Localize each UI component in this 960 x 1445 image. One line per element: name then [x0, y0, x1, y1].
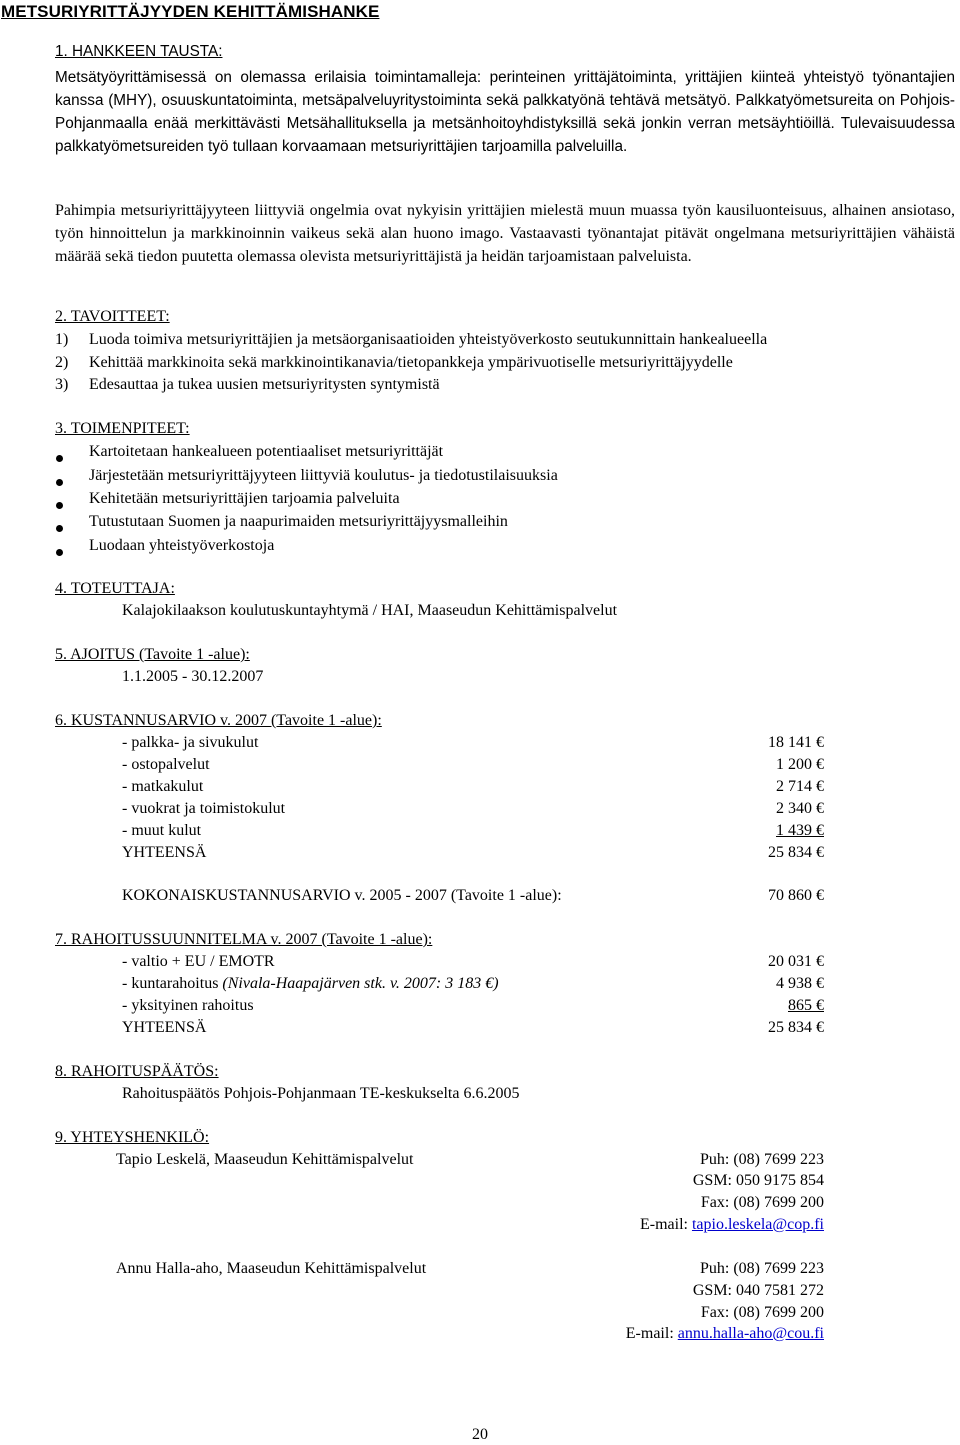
funding-label-text: - kuntarahoitus — [122, 975, 223, 992]
section-3-heading: 3. TOIMENPITEET: — [55, 420, 190, 437]
contact-email-row — [626, 1325, 824, 1343]
funding-label: - valtio + EU / EMOTR — [122, 953, 275, 970]
cost-total-label: YHTEENSÄ — [122, 844, 207, 861]
action-item: Tutustutaan Suomen ja naapurimaiden metsuriyrittäjyysmalleihin — [89, 513, 508, 530]
bullet-icon — [56, 519, 63, 537]
section-1-paragraph-1: Metsätyöyrittämisessä on olemassa erilaisia toimintamalleja: perinteinen yrittäjätoiminta, yrittäjien kiinteä yhteistyö työnantajien kanssa (MHY), osuuskuntatoiminta, metsäpalveluyritystoiminta sekä palkkatyönä tehtävä metsätyö. Palkkatyömetsureita on Pohjois-Pohjanmaalla enää merkittävästi Metsähallituksella ja metsänhoitoyhdistyksillä sekä jonkin verran metsäyhtiöillä. Tulevaisuudessa palkkatyömetsureiden työ tullaan korvaamaan metsuriyrittäjien tarjoamilla palveluilla. — [55, 69, 955, 155]
section-1-heading: 1. HANKKEEN TAUSTA: — [55, 43, 223, 60]
contact-gsm: GSM: 050 9175 854 — [692, 1172, 824, 1189]
funding-amount: 865 € — [788, 997, 824, 1014]
funding-note: (Nivala-Haapajärven stk. v. 2007: 3 183 €) — [222, 975, 499, 992]
goal-number: 3) — [55, 376, 69, 393]
cost-amount: 1 200 € — [776, 756, 824, 773]
cost-amount: 1 439 € — [776, 822, 824, 839]
funding-total-label: YHTEENSÄ — [122, 1019, 207, 1036]
contact-fax: Fax: (08) 7699 200 — [700, 1194, 824, 1211]
schedule: 1.1.2005 - 30.12.2007 — [122, 668, 264, 685]
funding-amount: 20 031 € — [768, 953, 824, 970]
contact-fax: Fax: (08) 7699 200 — [700, 1304, 824, 1321]
page-number: 20 — [472, 1426, 488, 1443]
bullet-icon — [56, 543, 63, 561]
action-item: Kehitetään metsuriyrittäjien tarjoamia palveluita — [89, 490, 400, 507]
goal-text: Kehittää markkinoita sekä markkinointikanavia/tietopankkeja ympärivuotiselle metsuriyrittäjyydelle — [89, 354, 733, 371]
cost-amount: 2 340 € — [776, 800, 824, 817]
contact-gsm: GSM: 040 7581 272 — [692, 1282, 824, 1299]
section-6-heading: 6. KUSTANNUSARVIO v. 2007 (Tavoite 1 -alue): — [55, 712, 382, 729]
action-item: Kartoitetaan hankealueen potentiaaliset metsuriyrittäjät — [89, 443, 444, 460]
email-link[interactable]: annu.halla-aho@cou.fi — [677, 1325, 824, 1342]
cost-label: - ostopalvelut — [122, 756, 210, 773]
implementer: Kalajokilaakson koulutuskuntayhtymä / HAI, Maaseudun Kehittämispalvelut — [122, 602, 618, 619]
action-item: Luodaan yhteistyöverkostoja — [89, 537, 275, 554]
cost-amount: 2 714 € — [776, 778, 824, 795]
cost-amount: 18 141 € — [768, 734, 824, 751]
goal-text: Edesauttaa ja tukea uusien metsuriyritysten syntymistä — [89, 376, 440, 393]
funding-total-amount: 25 834 € — [768, 1019, 824, 1036]
funding-label: - yksityinen rahoitus — [122, 997, 254, 1014]
section-2-heading: 2. TAVOITTEET: — [55, 308, 170, 325]
funding-amount: 4 938 € — [776, 975, 824, 992]
cost-label: - matkakulut — [122, 778, 204, 795]
funding-decision: Rahoituspäätös Pohjois-Pohjanmaan TE-keskukselta 6.6.2005 — [122, 1085, 520, 1102]
contact-email-row — [640, 1216, 824, 1234]
section-7-heading: 7. RAHOITUSSUUNNITELMA v. 2007 (Tavoite 1 -alue): — [55, 931, 433, 948]
email-link[interactable]: tapio.leskela@cop.fi — [691, 1216, 824, 1233]
contact-name: Tapio Leskelä, Maaseudun Kehittämispalvelut — [116, 1151, 414, 1168]
overall-cost-label: KOKONAISKUSTANNUSARVIO v. 2005 - 2007 (Tavoite 1 -alue): — [122, 887, 562, 904]
section-4-heading: 4. TOTEUTTAJA: — [55, 580, 175, 597]
cost-label: - vuokrat ja toimistokulut — [122, 800, 286, 817]
document-title: METSURIYRITTÄJYYDEN KEHITTÄMISHANKE — [1, 2, 380, 21]
email-label: E-mail: — [625, 1325, 678, 1342]
goal-text: Luoda toimiva metsuriyrittäjien ja metsäorganisaatioiden yhteistyöverkosto seutukunnittain hankealueella — [89, 331, 768, 348]
funding-label — [122, 975, 499, 993]
goal-number: 1) — [55, 331, 69, 348]
section-5-heading: 5. AJOITUS (Tavoite 1 -alue): — [55, 646, 250, 663]
cost-label: - palkka- ja sivukulut — [122, 734, 259, 751]
bullet-icon — [56, 449, 63, 467]
goal-number: 2) — [55, 354, 69, 371]
action-item: Järjestetään metsuriyrittäjyyteen liittyviä koulutus- ja tiedotustilaisuuksia — [89, 467, 558, 484]
cost-label: - muut kulut — [122, 822, 202, 839]
bullet-icon — [56, 496, 63, 514]
contact-phone: Puh: (08) 7699 223 — [700, 1151, 824, 1168]
overall-cost-amount: 70 860 € — [768, 887, 824, 904]
section-9-heading: 9. YHTEYSHENKILÖ: — [55, 1129, 210, 1146]
contact-phone: Puh: (08) 7699 223 — [700, 1260, 824, 1277]
section-8-heading: 8. RAHOITUSPÄÄTÖS: — [55, 1063, 219, 1080]
section-1-paragraph-2: Pahimpia metsuriyrittäjyyteen liittyviä ongelmia ovat nykyisin yrittäjien mielestä muun muassa työn kausiluonteisuus, alhainen ansiotaso, työn hinnoittelun ja markkinoinnin vaikeus sekä alan huono imago. Vastaavasti työnantajat pitävät ongelmana metsuriyrittäjien vähäistä määrää sekä tiedon puutetta olemassa olevista metsuriyrittäjistä ja heidän tarjoamistaan palveluista. — [55, 202, 955, 265]
cost-total-amount: 25 834 € — [768, 844, 824, 861]
contact-name: Annu Halla-aho, Maaseudun Kehittämispalvelut — [116, 1260, 427, 1277]
bullet-icon — [56, 473, 63, 491]
email-label: E-mail: — [639, 1216, 692, 1233]
